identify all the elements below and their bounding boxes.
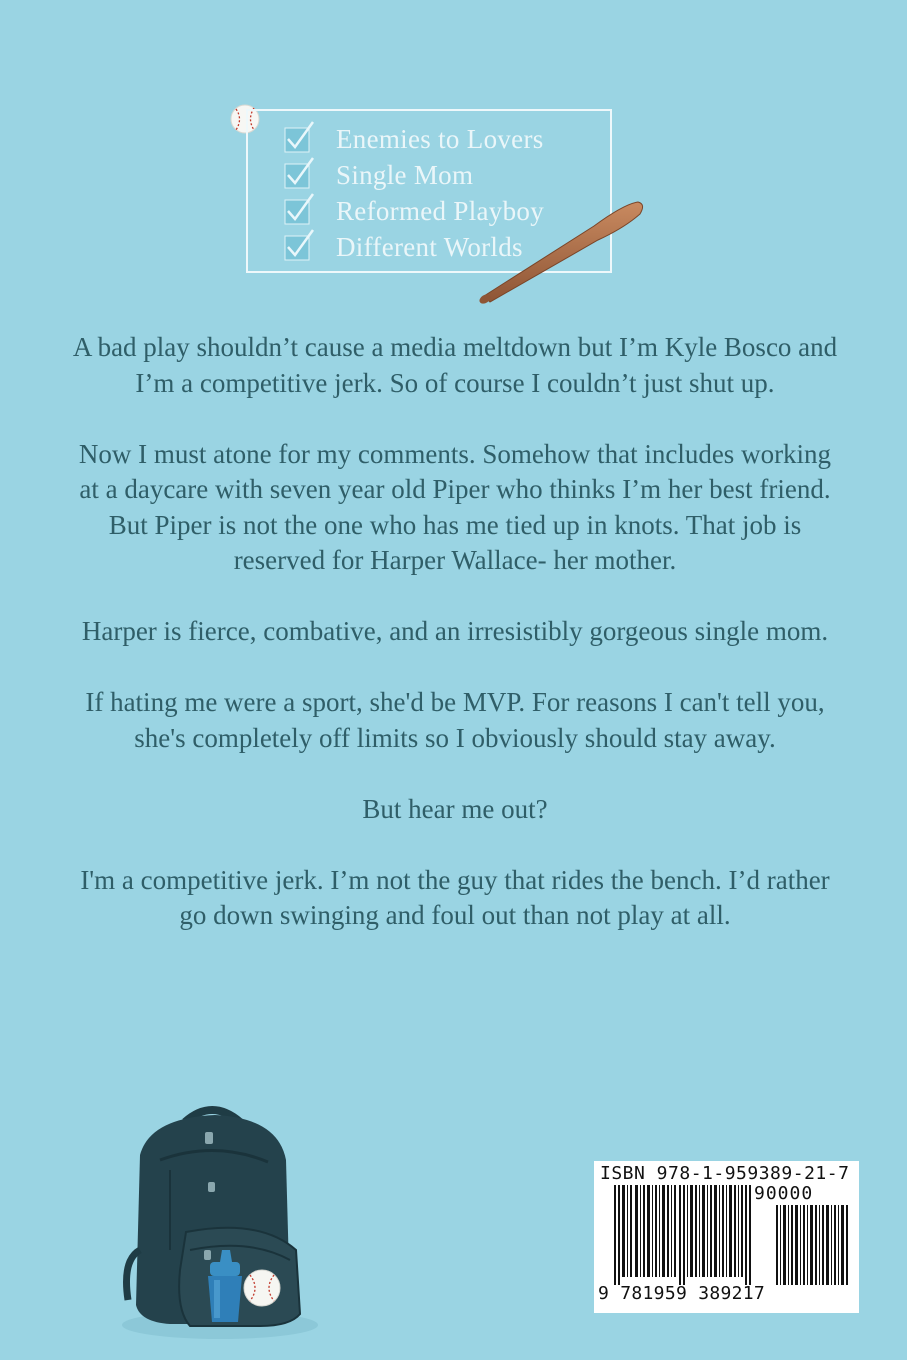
blurb-paragraph: Now I must atone for my comments. Somehow that includes working at a daycare with seven year old Piper who thinks I’m her best friend. But Piper is not the one who has me tied up in knots. That job is reserved for Harper Wallace- her mother. [78,438,832,575]
isbn-price-addon: 90000 [754,1183,814,1204]
trope-label: Single Mom [336,159,474,190]
trope-label: Reformed Playboy [336,195,545,226]
checkbox-checked-icon [284,162,310,188]
backpack-illustration [110,1100,330,1345]
blurb-paragraph: If hating me were a sport, she'd be MVP. For reasons I can't tell you, she's completely off limits so I obviously should stay away. [85,687,825,753]
blurb-paragraph: Harper is fierce, combative, and an irresistibly gorgeous single mom. [81,616,829,646]
isbn-barcode [594,1161,859,1313]
isbn-text: ISBN 978-1-959389-21-7 [600,1163,850,1184]
trope-item [284,121,544,157]
checkbox-checked-icon [284,234,310,260]
blurb-paragraph: But hear me out? [362,793,548,824]
barcode-bars [614,1185,764,1285]
trope-item [284,157,473,193]
blurb-paragraph: A bad play shouldn’t cause a media meltdown but I’m Kyle Bosco and I’m a competitive jerk. So of course I couldn’t just shut up. [72,332,838,398]
checkbox-checked-icon [284,198,310,224]
checkbox-checked-icon [284,126,310,152]
baseball-bat-icon [474,196,648,306]
trope-label: Enemies to Lovers [336,123,544,154]
isbn-digits: 9 781959 389217 [598,1283,766,1304]
book-blurb [70,330,840,969]
trope-label: Different Worlds [336,231,523,262]
blurb-paragraph: I'm a competitive jerk. I’m not the guy that rides the bench. I’d rather go down swinging and foul out than not play at all. [80,864,830,930]
addon-barcode-bars [776,1205,852,1285]
